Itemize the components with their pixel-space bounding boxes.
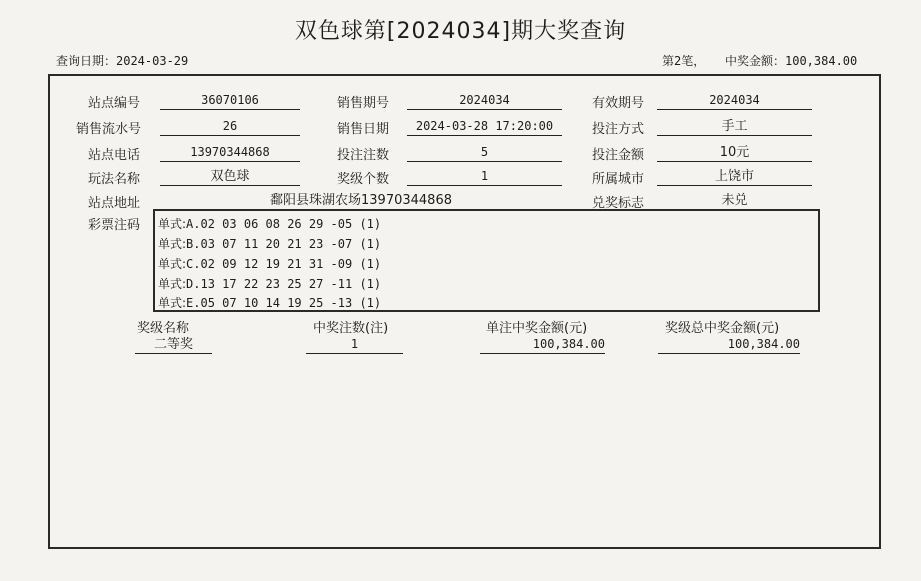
prize-header-count: 中奖注数(注) — [313, 321, 389, 336]
serial-no-label: 销售流水号 — [76, 122, 142, 137]
sale-period-label: 销售期号 — [337, 96, 390, 111]
prize-header-total: 奖级总中奖金额(元) — [665, 321, 780, 336]
prize-count-value: 1 — [306, 336, 403, 354]
bet-count-label: 投注注数 — [337, 148, 390, 163]
station-address-value: 鄱阳县珠湖农场13970344868 — [160, 192, 562, 210]
ticket-label: 彩票注码 — [88, 218, 141, 233]
valid-period-label: 有效期号 — [592, 96, 645, 111]
bet-line: 单式:E.05 07 10 14 19 25 -13 (1) — [158, 296, 382, 310]
prize-header-level: 奖级名称 — [137, 321, 190, 336]
bet-method-value: 手工 — [657, 118, 812, 136]
query-date: 查询日期：2024-03-29 — [56, 54, 189, 68]
header-prize-amount: 中奖金额：100,384.00 — [725, 54, 858, 68]
sale-period-value: 2024034 — [407, 92, 562, 110]
bet-line: 单式:A.02 03 06 08 26 29 -05 (1) — [158, 217, 382, 231]
sale-date-value: 2024-03-28 17:20:00 — [407, 118, 562, 136]
serial-no-value: 26 — [160, 118, 300, 136]
city-value: 上饶市 — [657, 168, 812, 186]
station-phone-label: 站点电话 — [88, 148, 141, 163]
prize-header-single: 单注中奖金额(元) — [486, 321, 588, 336]
prize-single-value: 100,384.00 — [480, 336, 605, 354]
city-label: 所属城市 — [592, 172, 645, 187]
page-title: 双色球第[2024034]期大奖查询 — [294, 19, 627, 44]
bet-method-label: 投注方式 — [592, 122, 645, 137]
prize-levels-label: 奖级个数 — [337, 172, 390, 187]
game-name-value: 双色球 — [160, 168, 300, 186]
bet-amount-label: 投注金额 — [592, 148, 645, 163]
bet-line: 单式:B.03 07 11 20 21 23 -07 (1) — [158, 237, 382, 251]
game-name-label: 玩法名称 — [88, 172, 141, 187]
bet-line: 单式:D.13 17 22 23 25 27 -11 (1) — [158, 277, 382, 291]
redeem-flag-value: 未兑 — [657, 192, 812, 210]
bet-line: 单式:C.02 09 12 19 21 31 -09 (1) — [158, 257, 382, 271]
record-number: 第2笔， — [662, 54, 706, 68]
station-no-value: 36070106 — [160, 92, 300, 110]
prize-level-value: 二等奖 — [135, 336, 212, 354]
valid-period-value: 2024034 — [657, 92, 812, 110]
bet-amount-value: 10元 — [657, 144, 812, 162]
redeem-flag-label: 兑奖标志 — [592, 196, 645, 211]
station-address-label: 站点地址 — [88, 196, 141, 211]
prize-total-value: 100,384.00 — [658, 336, 800, 354]
station-no-label: 站点编号 — [88, 96, 141, 111]
sale-date-label: 销售日期 — [337, 122, 390, 137]
prize-levels-value: 1 — [407, 168, 562, 186]
station-phone-value: 13970344868 — [160, 144, 300, 162]
bet-count-value: 5 — [407, 144, 562, 162]
